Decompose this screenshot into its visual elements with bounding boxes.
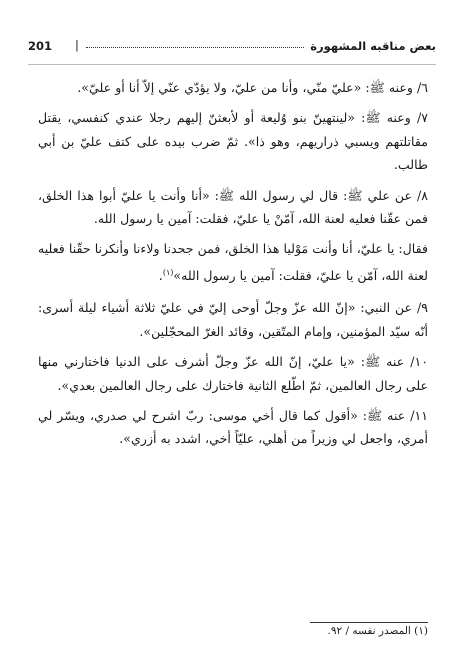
hadith-11: ١١/ عنه ﷺ: «أقول كما قال أخي موسى: ربّ اشرح لي صدري، ويسّر لي أمري، واجعل لي وزيراً من أهلي، عليّاً أخي، اشدد به أزري». xyxy=(38,408,428,447)
hadith-8: ٨/ عن علي ﷺ: قال لي رسول الله ﷺ: «أنا وأنت يا عليّ أبوا هذا الخلق، فمن عقّنا فعليه لعنة الله، آمّنْ يا عليّ، فقلت: آمين يا رسول الله. xyxy=(38,187,428,227)
hadith-6: ٦/ وعنه ﷺ: «عليّ منّي، وأنا من عليّ، ولا يؤدّي عنّي إلاّ أنا أو عليّ». xyxy=(77,80,428,95)
hadith-8-continuation xyxy=(38,237,428,287)
page-number: 201 xyxy=(28,39,53,53)
footnote-reference[interactable]: (١) xyxy=(162,267,174,277)
footnote-rule xyxy=(310,622,428,623)
footnote: (١) المصدر نفسه / ٩٢. xyxy=(327,625,428,637)
body-text xyxy=(38,76,428,458)
dotted-leader xyxy=(86,47,304,48)
header-rule xyxy=(28,64,436,65)
continuation-end: . xyxy=(158,268,163,284)
chapter-title: بعض مناقبه المشهورة xyxy=(310,39,436,53)
continuation-text: فقال: يا عليّ، أنا وأنت مَوْليا هذا الخلق، فمن جحدنا ولاءنا وأنكرنا حقّنا فعليه لعنة الله، آمّن يا عليّ، فقلت: آمين يا رسول الله» xyxy=(38,241,428,284)
header-separator: | xyxy=(75,38,79,52)
hadith-9: ٩/ عن النبي: «إنّ الله عزّ وجلّ أوحى إليّ في عليّ ثلاثة أشياء ليلة أسرى: أنّه سيّد المؤمنين، وإمام المتّقين، وقائد الغرّ المحجّلين». xyxy=(38,300,428,339)
hadith-10: ١٠/ عنه ﷺ: «يا عليّ، إنّ الله عزّ وجلّ أشرف على الدنيا فاختارني منها على رجال العالمين، ثمّ اطّلع الثانية فاختارك على رجال العالمين بعدي». xyxy=(38,354,428,393)
hadith-7: ٧/ وعنه ﷺ: «لينتهينّ بنو وُليعة أو لأبعثنّ إليهم رجلا عندي كنفسي، يقتل مقاتلتهم ويسبي ذراريهم، وهو ذا». ثمّ ضرب بيده على كتف عليّ بن أبي طالب. xyxy=(38,110,428,173)
running-header xyxy=(28,36,436,56)
